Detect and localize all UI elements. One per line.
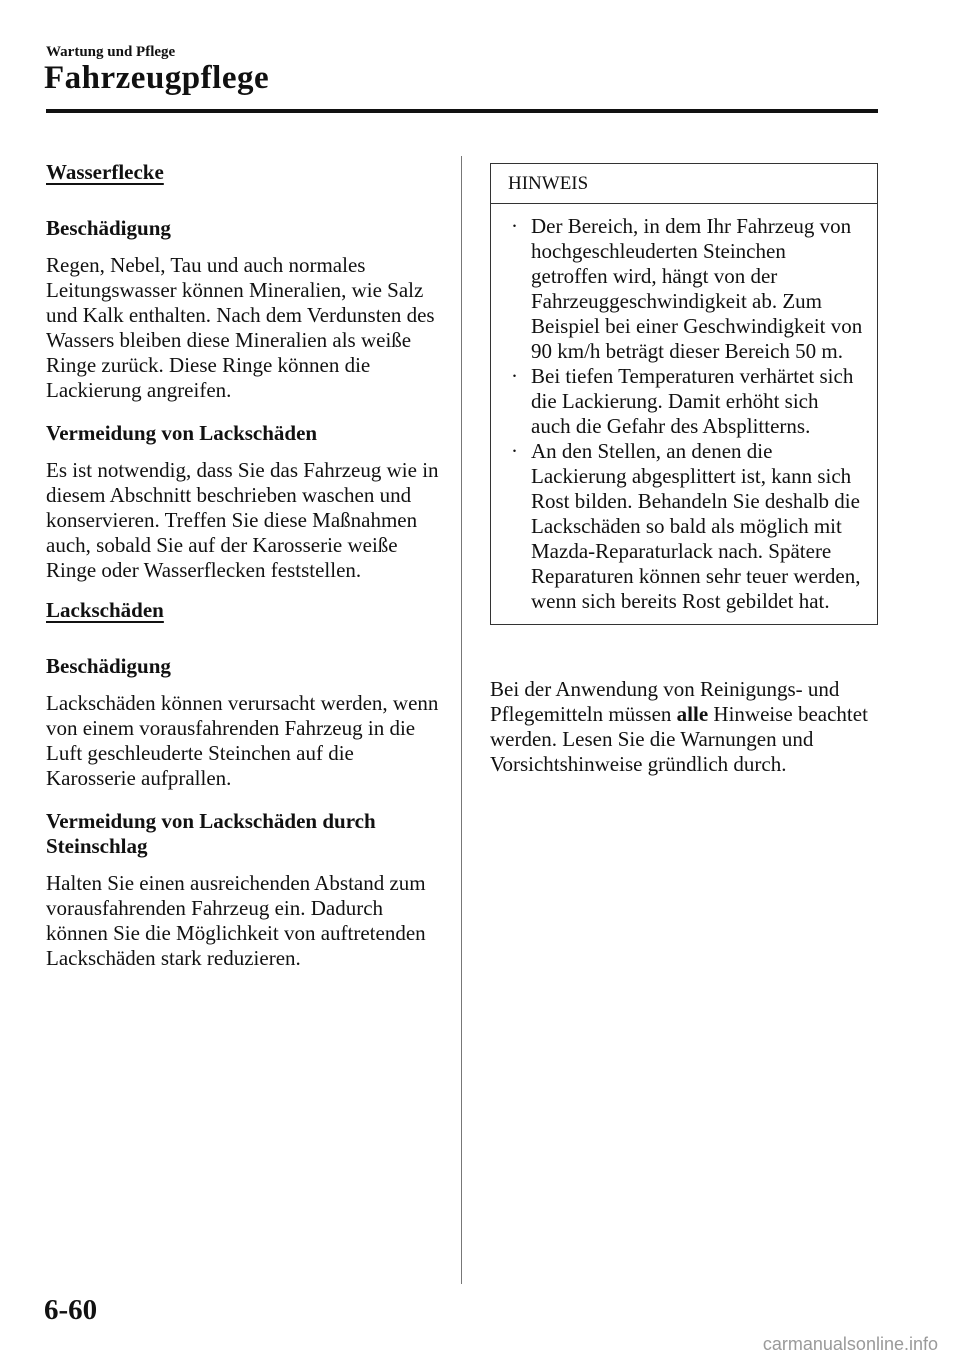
page-number: 6-60: [44, 1294, 98, 1326]
column-divider: [461, 156, 462, 1284]
left-column: [46, 160, 441, 971]
bullet-icon: ·: [511, 439, 518, 463]
note-list: [491, 204, 877, 624]
section-label: Wartung und Pflege: [46, 44, 176, 60]
note-item-text: Der Bereich, in dem Ihr Fahrzeug von hochgeschleuderten Steinchen getroffen wird, hängt von der Fahrzeuggeschwindigkeit ab. Zum Beispiel bei einer Geschwindigkeit von 90 km/h beträgt dieser Bereich 50 m.: [531, 214, 863, 363]
paint-damage-damage-heading: Beschädigung: [46, 654, 171, 678]
bullet-icon: ·: [511, 364, 518, 388]
water-spots-damage-heading: Beschädigung: [46, 216, 171, 240]
water-spots-prevention-text: Es ist notwendig, dass Sie das Fahrzeug wie in diesem Abschnitt beschrieben waschen und konservieren. Treffen Sie diese Maßnahmen auch, sobald Sie auf der Karosserie weiße Ringe oder Wasserflecken feststellen.: [46, 458, 439, 582]
note-title: HINWEIS: [491, 164, 877, 204]
paint-damage-damage-text: Lackschäden können verursacht werden, wenn von einem vorausfahrenden Fahrzeug in die Luft geschleuderte Steinchen auf die Karosserie aufprallen.: [46, 691, 439, 790]
water-spots-damage-text: Regen, Nebel, Tau und auch normales Leitungswasser können Mineralien, wie Salz und Kalk enthalten. Nach dem Verdunsten des Wassers bleiben diese Mineralien als weiße Ringe zurück. Diese Ringe können die Lackierung angreifen.: [46, 253, 435, 402]
note-box: [490, 163, 878, 625]
closing-emphasis: alle: [676, 702, 709, 726]
bullet-icon: ·: [511, 214, 518, 238]
water-spots-heading: Wasserflecke: [46, 160, 164, 184]
closing-paragraph: [490, 677, 878, 777]
water-spots-prevention-heading: Vermeidung von Lackschäden: [46, 421, 318, 445]
chapter-title: Fahrzeugpflege: [44, 60, 270, 96]
note-item-text: Bei tiefen Temperaturen verhärtet sich die Lackierung. Damit erhöht sich auch die Gefahr des Absplitterns.: [531, 364, 854, 438]
note-item: [505, 214, 863, 364]
right-column: [490, 163, 878, 777]
paint-damage-heading: Lackschäden: [46, 598, 164, 622]
closing-text-after: Hinweise beachtet werden. Lesen Sie die Warnungen und Vorsichtshinweise gründlich durch.: [490, 702, 868, 776]
note-item: [505, 439, 863, 614]
paint-damage-prevention-heading: Vermeidung von Lackschäden durch Steinschlag: [46, 809, 376, 858]
header-rule: [46, 109, 878, 113]
note-item: [505, 364, 863, 439]
paint-damage-prevention-text: Halten Sie einen ausreichenden Abstand zum vorausfahrenden Fahrzeug ein. Dadurch können Sie die Möglichkeit von auftretenden Lackschäden stark reduzieren.: [46, 871, 426, 970]
closing-text-before: Bei der Anwendung von Reinigungs- und Pflegemitteln müssen: [490, 677, 840, 726]
watermark: carmanualsonline.info: [762, 1334, 938, 1354]
note-item-text: An den Stellen, an denen die Lackierung abgesplittert ist, kann sich Rost bilden. Behandeln Sie deshalb die Lackschäden so bald als möglich mit Mazda-Reparaturlack nach. Spätere Reparaturen können sehr teuer werden, wenn sich bereits Rost gebildet hat.: [531, 439, 861, 613]
